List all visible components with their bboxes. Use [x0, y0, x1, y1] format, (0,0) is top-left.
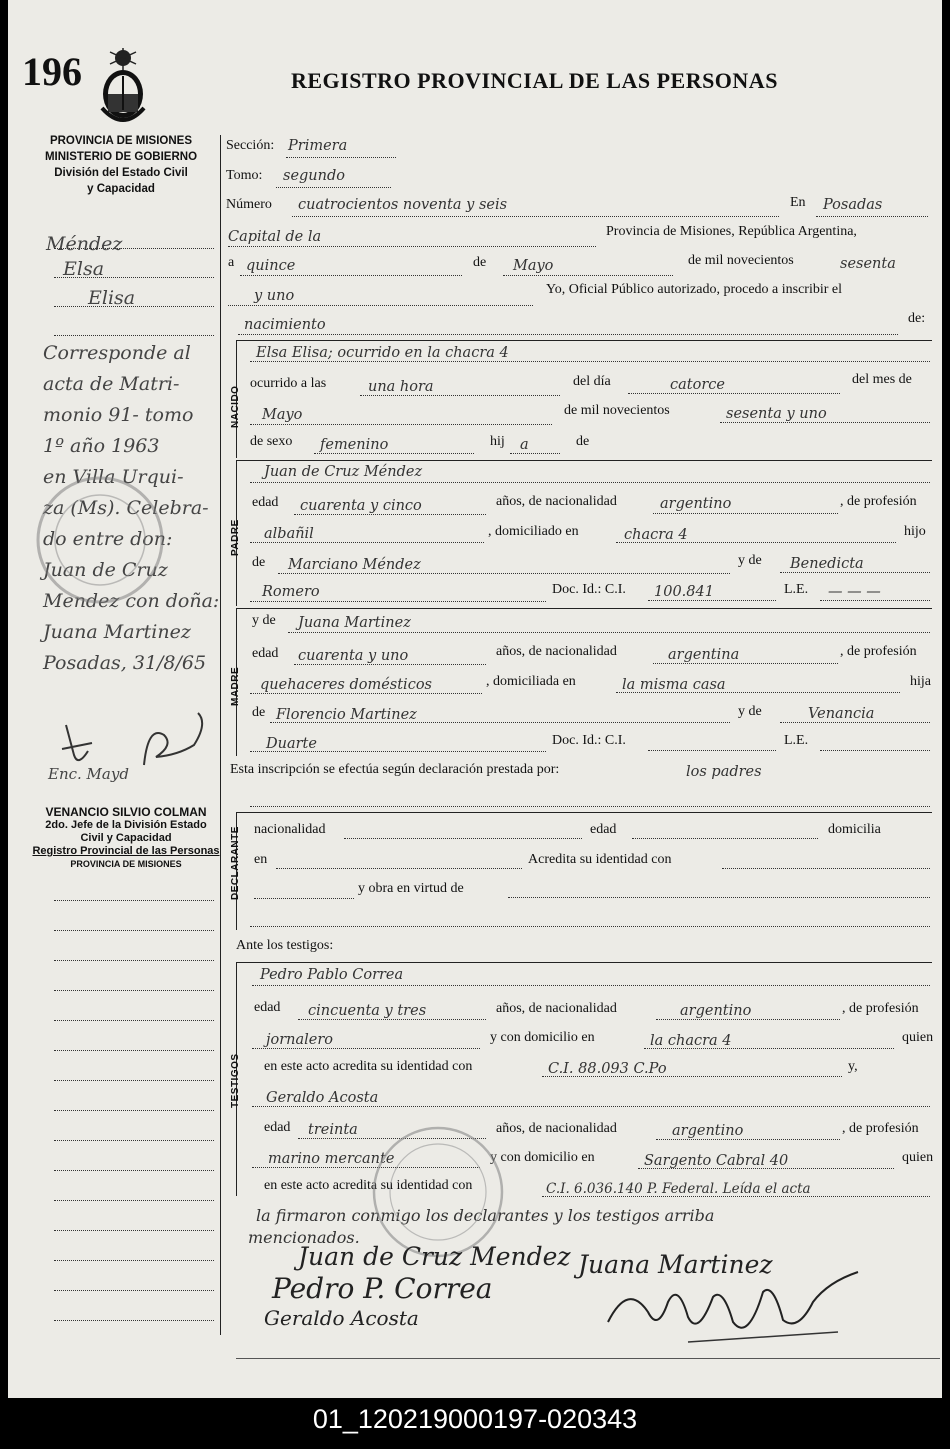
- dotted-line: [644, 1048, 894, 1049]
- a-label: a: [228, 255, 235, 270]
- dotted-line: [228, 305, 533, 306]
- margin-ruled-line: [54, 1110, 214, 1111]
- bottom-rule: [236, 1358, 940, 1359]
- margin-ruled-line: [54, 335, 214, 336]
- en-value: Posadas: [823, 197, 883, 213]
- obra-label: y obra en virtud de: [358, 881, 464, 896]
- dotted-line: [628, 393, 840, 394]
- hij-label: hij: [490, 434, 505, 449]
- dotted-line: [250, 806, 930, 807]
- le-label: L.E.: [784, 582, 809, 597]
- testigo2-domicilio: Sargento Cabral 40: [644, 1153, 789, 1169]
- sexo-value: femenino: [320, 437, 389, 453]
- cierre-linea-1: la firmaron conmigo los declarantes y los testigos arriba: [256, 1206, 715, 1225]
- numero-value: cuatrocientos noventa y seis: [298, 197, 508, 213]
- dotted-line: [294, 514, 486, 515]
- signature-testigo2: Geraldo Acosta: [264, 1306, 419, 1330]
- section-rule: [236, 608, 932, 609]
- seccion-value: Primera: [288, 138, 348, 154]
- madre-madre: Venancia: [808, 706, 875, 722]
- dotted-line: [656, 1019, 840, 1020]
- dotted-line: [616, 542, 896, 543]
- acredita-label: en este acto acredita su identidad con: [264, 1178, 473, 1193]
- margin-ruled-line: [54, 1140, 214, 1141]
- anio-nac-value: sesenta y uno: [726, 406, 827, 422]
- padre-profesion: albañil: [264, 526, 314, 542]
- provincia-text: Provincia de Misiones, República Argentina,: [606, 224, 857, 239]
- padre-madre: Benedicta: [790, 556, 864, 572]
- margin-ruled-line: [54, 1320, 214, 1321]
- declaracion-value: los padres: [686, 764, 762, 780]
- nacionalidad-label: nacionalidad: [254, 822, 326, 837]
- doc-label: Doc. Id.: C.I.: [552, 582, 626, 597]
- madre-edad: cuarenta y uno: [298, 648, 409, 664]
- dotted-line: [250, 601, 546, 602]
- testigo1-domicilio: la chacra 4: [650, 1033, 732, 1049]
- dotted-line: [252, 1048, 480, 1049]
- domicilio-label: , domiciliado en: [488, 524, 579, 539]
- doc-label: Doc. Id.: C.I.: [552, 733, 626, 748]
- office-line: y Capacidad: [87, 183, 155, 195]
- testigo2-profesion: marino mercante: [268, 1151, 395, 1167]
- acredita-label: en este acto acredita su identidad con: [264, 1059, 473, 1074]
- del-dia-label: del día: [573, 374, 611, 389]
- edad-label: edad: [590, 822, 617, 837]
- padre-domicilio: chacra 4: [624, 527, 688, 543]
- mil-label: de mil novecientos: [688, 253, 794, 268]
- issuing-office: [16, 133, 226, 197]
- dotted-line: [638, 1168, 894, 1169]
- dia-nac-value: catorce: [670, 377, 725, 393]
- domicilio-label: , domiciliada en: [486, 674, 576, 689]
- edad-label: edad: [252, 495, 279, 510]
- y-de-label: y de: [738, 553, 762, 568]
- oficial-text: Yo, Oficial Público autorizado, procedo a inscribir el: [546, 282, 843, 297]
- margin-initials: Enc. Mayd: [48, 765, 129, 783]
- dotted-line: [286, 157, 396, 158]
- margin-ruled-line: [54, 1290, 214, 1291]
- annotation-line: acta de Matri-: [43, 373, 180, 395]
- testigo1-nacionalidad: argentino: [680, 1003, 752, 1019]
- section-rule: [236, 812, 932, 813]
- madre-profesion: quehaceres domésticos: [260, 677, 432, 693]
- margin-middlename: Elisa: [88, 287, 136, 309]
- dotted-line: [720, 422, 930, 423]
- de-label: de: [473, 255, 487, 270]
- dotted-line: [816, 216, 928, 217]
- dotted-line: [278, 573, 730, 574]
- de-final-label: de:: [908, 311, 926, 326]
- dotted-line: [298, 1019, 486, 1020]
- dotted-line: [250, 361, 930, 362]
- y-label: y,: [848, 1059, 858, 1074]
- dotted-line: [648, 600, 776, 601]
- en-label: En: [790, 195, 806, 210]
- dotted-line: [270, 722, 730, 723]
- dotted-line: [360, 395, 560, 396]
- padre-nacionalidad: argentino: [660, 496, 732, 512]
- signature-padre: Juan de Cruz Mendez: [298, 1242, 571, 1271]
- madre-section-label: MADRE: [230, 666, 241, 706]
- dotted-line: [503, 275, 673, 276]
- margin-ruled-line: [54, 1020, 214, 1021]
- annotation-line: do entre don:: [43, 528, 173, 550]
- annotation-line: en Villa Urqui-: [43, 466, 184, 488]
- dotted-line: [510, 453, 560, 454]
- margin-ruled-line: [54, 1200, 214, 1201]
- dotted-line: [780, 572, 930, 573]
- dotted-line: [250, 482, 930, 483]
- dotted-line: [820, 600, 930, 601]
- madre-madre-cont: Duarte: [266, 736, 317, 752]
- stamp-line: Civil y Capacidad: [80, 832, 172, 844]
- dotted-line: [344, 838, 582, 839]
- y-de-label: y de: [252, 613, 276, 628]
- office-line: MINISTERIO DE GOBIERNO: [44, 151, 198, 163]
- tipo-value: nacimiento: [244, 317, 326, 333]
- dotted-line: [252, 1106, 930, 1107]
- anio-value-cont: y uno: [254, 288, 295, 304]
- domicilio-label: y con domicilio en: [490, 1030, 595, 1045]
- profesion-label: , de profesión: [842, 1121, 919, 1136]
- dotted-line: [250, 693, 482, 694]
- margin-ruled-line: [54, 306, 214, 307]
- acredita-label: Acredita su identidad con: [528, 852, 672, 867]
- nacido-section-label: NACIDO: [230, 385, 241, 428]
- scan-id-footer: 01_120219000197-020343: [0, 1398, 950, 1449]
- section-rule: [236, 340, 932, 341]
- dotted-line: [238, 334, 898, 335]
- madre-domicilio: la misma casa: [622, 677, 726, 693]
- tomo-label: Tomo:: [226, 168, 263, 183]
- dotted-line: [254, 898, 354, 899]
- ante-testigos-label: Ante los testigos:: [236, 938, 334, 953]
- dotted-line: [288, 632, 930, 633]
- register-page: [8, 0, 942, 1398]
- declarante-section-label: DECLARANTE: [230, 826, 241, 900]
- hijo-label: hijo: [904, 524, 926, 539]
- hija-label: hija: [910, 674, 931, 689]
- nacionalidad-label: años, de nacionalidad: [496, 1121, 617, 1136]
- section-rule: [236, 460, 932, 461]
- dotted-line: [250, 751, 546, 752]
- document-title: REGISTRO PROVINCIAL DE LAS PERSONAS: [291, 68, 778, 93]
- numero-label: Número: [226, 197, 272, 212]
- de-label: de: [252, 555, 266, 570]
- padre-doc: 100.841: [654, 584, 714, 600]
- dotted-line: [542, 1076, 842, 1077]
- padre-name: Juan de Cruz Méndez: [264, 464, 423, 480]
- annotation-line: Mendez con doña:: [43, 590, 220, 612]
- tomo-value: segundo: [283, 168, 345, 184]
- dotted-line: [656, 1139, 840, 1140]
- dotted-line: [722, 868, 930, 869]
- testigos-section-label: TESTIGOS: [230, 1053, 241, 1108]
- edad-label: edad: [252, 646, 279, 661]
- hora-value: una hora: [368, 379, 434, 395]
- office-line: División del Estado Civil: [54, 167, 188, 179]
- dotted-line: [780, 722, 930, 723]
- capital-value: Capital de la: [228, 229, 322, 245]
- profesion-label: , de profesión: [840, 644, 917, 659]
- annotation-line: za (Ms). Celebra-: [43, 497, 209, 519]
- dotted-line: [276, 187, 391, 188]
- padre-le: — — —: [828, 584, 881, 600]
- testigo2-edad: treinta: [308, 1122, 358, 1138]
- dotted-line: [294, 664, 486, 665]
- dotted-line: [250, 926, 930, 927]
- mes-nac-value: Mayo: [262, 407, 303, 423]
- testigo2-name: Geraldo Acosta: [266, 1090, 379, 1106]
- anio-value: sesenta: [840, 256, 896, 272]
- dotted-line: [240, 275, 462, 276]
- annotation-line: Posadas, 31/8/65: [43, 652, 207, 674]
- margin-signature: [48, 705, 228, 785]
- edad-label: edad: [254, 1000, 281, 1015]
- page-number: 196: [22, 49, 82, 94]
- dotted-line: [292, 216, 779, 217]
- profesion-label: , de profesión: [840, 494, 917, 509]
- mil-nac-label: de mil novecientos: [564, 403, 670, 418]
- official-seal-stamp: [30, 450, 210, 650]
- y-de-label: y de: [738, 704, 762, 719]
- dotted-line: [616, 692, 900, 693]
- nacionalidad-label: años, de nacionalidad: [496, 494, 617, 509]
- dotted-line: [314, 453, 474, 454]
- mes-value: Mayo: [513, 258, 554, 274]
- margin-ruled-line: [54, 1230, 214, 1231]
- margin-ruled-line: [54, 277, 214, 278]
- annotation-line: Juan de Cruz: [43, 559, 168, 581]
- dotted-line: [250, 542, 484, 543]
- margin-ruled-line: [54, 900, 214, 901]
- dotted-line: [508, 897, 930, 898]
- madre-padre: Florencio Martinez: [276, 707, 417, 723]
- margin-ruled-line: [54, 1050, 214, 1051]
- testigo1-doc: C.I. 88.093 C.Po: [548, 1061, 667, 1077]
- official-stamp: [26, 806, 226, 871]
- testigo1-name: Pedro Pablo Correa: [260, 967, 404, 983]
- dotted-line: [653, 513, 838, 514]
- dotted-line: [228, 246, 596, 247]
- stamp-line: VENANCIO SILVIO COLMAN: [45, 805, 207, 819]
- dotted-line: [820, 750, 930, 751]
- stamp-line: PROVINCIA DE MISIONES: [70, 859, 182, 869]
- mes-label: del mes de: [852, 372, 912, 387]
- cierre-linea-2: mencionados.: [248, 1228, 360, 1247]
- profesion-label: , de profesión: [842, 1001, 919, 1016]
- testigo1-edad: cincuenta y tres: [308, 1003, 427, 1019]
- padre-padre: Marciano Méndez: [288, 557, 421, 573]
- le-label: L.E.: [784, 733, 809, 748]
- sexo-label: de sexo: [250, 434, 293, 449]
- hij-suffix: a: [520, 437, 529, 453]
- stamp-line: 2do. Jefe de la División Estado: [45, 819, 207, 831]
- section-rule: [236, 962, 932, 963]
- coat-of-arms-icon: [96, 48, 150, 126]
- dotted-line: [653, 663, 838, 664]
- signature-madre: Juana Martinez: [578, 1250, 773, 1279]
- margin-firstname: Elsa: [63, 258, 105, 280]
- dotted-line: [252, 985, 930, 986]
- domicilio-label: domicilia: [828, 822, 881, 837]
- margin-ruled-line: [54, 1260, 214, 1261]
- margin-ruled-line: [54, 248, 214, 249]
- dotted-line: [648, 750, 776, 751]
- annotation-line: monio 91- tomo: [43, 404, 194, 426]
- nacionalidad-label: años, de nacionalidad: [496, 1001, 617, 1016]
- nacionalidad-label: años, de nacionalidad: [496, 644, 617, 659]
- padre-madre-cont: Romero: [262, 584, 320, 600]
- testigo1-profesion: jornalero: [266, 1032, 334, 1048]
- de-nac-label: de: [576, 434, 590, 449]
- stamp-line: Registro Provincial de las Personas: [32, 845, 220, 857]
- dotted-line: [542, 1196, 930, 1197]
- nacido-name: Elsa Elisa; ocurrido en la chacra 4: [256, 345, 509, 361]
- margin-surname: Méndez: [46, 233, 123, 255]
- dotted-line: [276, 868, 522, 869]
- margin-ruled-line: [54, 1170, 214, 1171]
- margin-ruled-line: [54, 960, 214, 961]
- madre-nacionalidad: argentina: [668, 647, 740, 663]
- domicilio-label: y con domicilio en: [490, 1150, 595, 1165]
- testigo2-nacionalidad: argentino: [672, 1123, 744, 1139]
- officer-signature: [598, 1262, 868, 1362]
- de-label: de: [252, 705, 266, 720]
- quien-label: quien: [902, 1150, 934, 1165]
- margin-ruled-line: [54, 990, 214, 991]
- quien-label: quien: [902, 1030, 934, 1045]
- edad-label: edad: [264, 1120, 291, 1135]
- margin-ruled-line: [54, 930, 214, 931]
- dia-value: quince: [246, 258, 296, 274]
- signature-testigo1: Pedro P. Correa: [272, 1272, 493, 1305]
- annotation-line: Juana Martinez: [43, 621, 191, 643]
- seccion-label: Sección:: [226, 138, 275, 153]
- margin-ruled-line: [54, 1080, 214, 1081]
- padre-section-label: PADRE: [230, 519, 241, 556]
- testigo2-doc: C.I. 6.036.140 P. Federal. Leída el acta: [546, 1181, 811, 1197]
- madre-name: Juana Martinez: [298, 615, 411, 631]
- ocurrido-label: ocurrido a las: [250, 376, 327, 391]
- en-label: en: [254, 852, 268, 867]
- padre-edad: cuarenta y cinco: [300, 498, 422, 514]
- dotted-line: [632, 838, 818, 839]
- annotation-line: 1º año 1963: [43, 435, 160, 457]
- office-line: PROVINCIA DE MISIONES: [49, 135, 193, 147]
- dotted-line: [250, 424, 552, 425]
- annotation-line: Corresponde al: [43, 342, 191, 364]
- declaracion-text: Esta inscripción se efectúa según declaración prestada por:: [230, 762, 560, 777]
